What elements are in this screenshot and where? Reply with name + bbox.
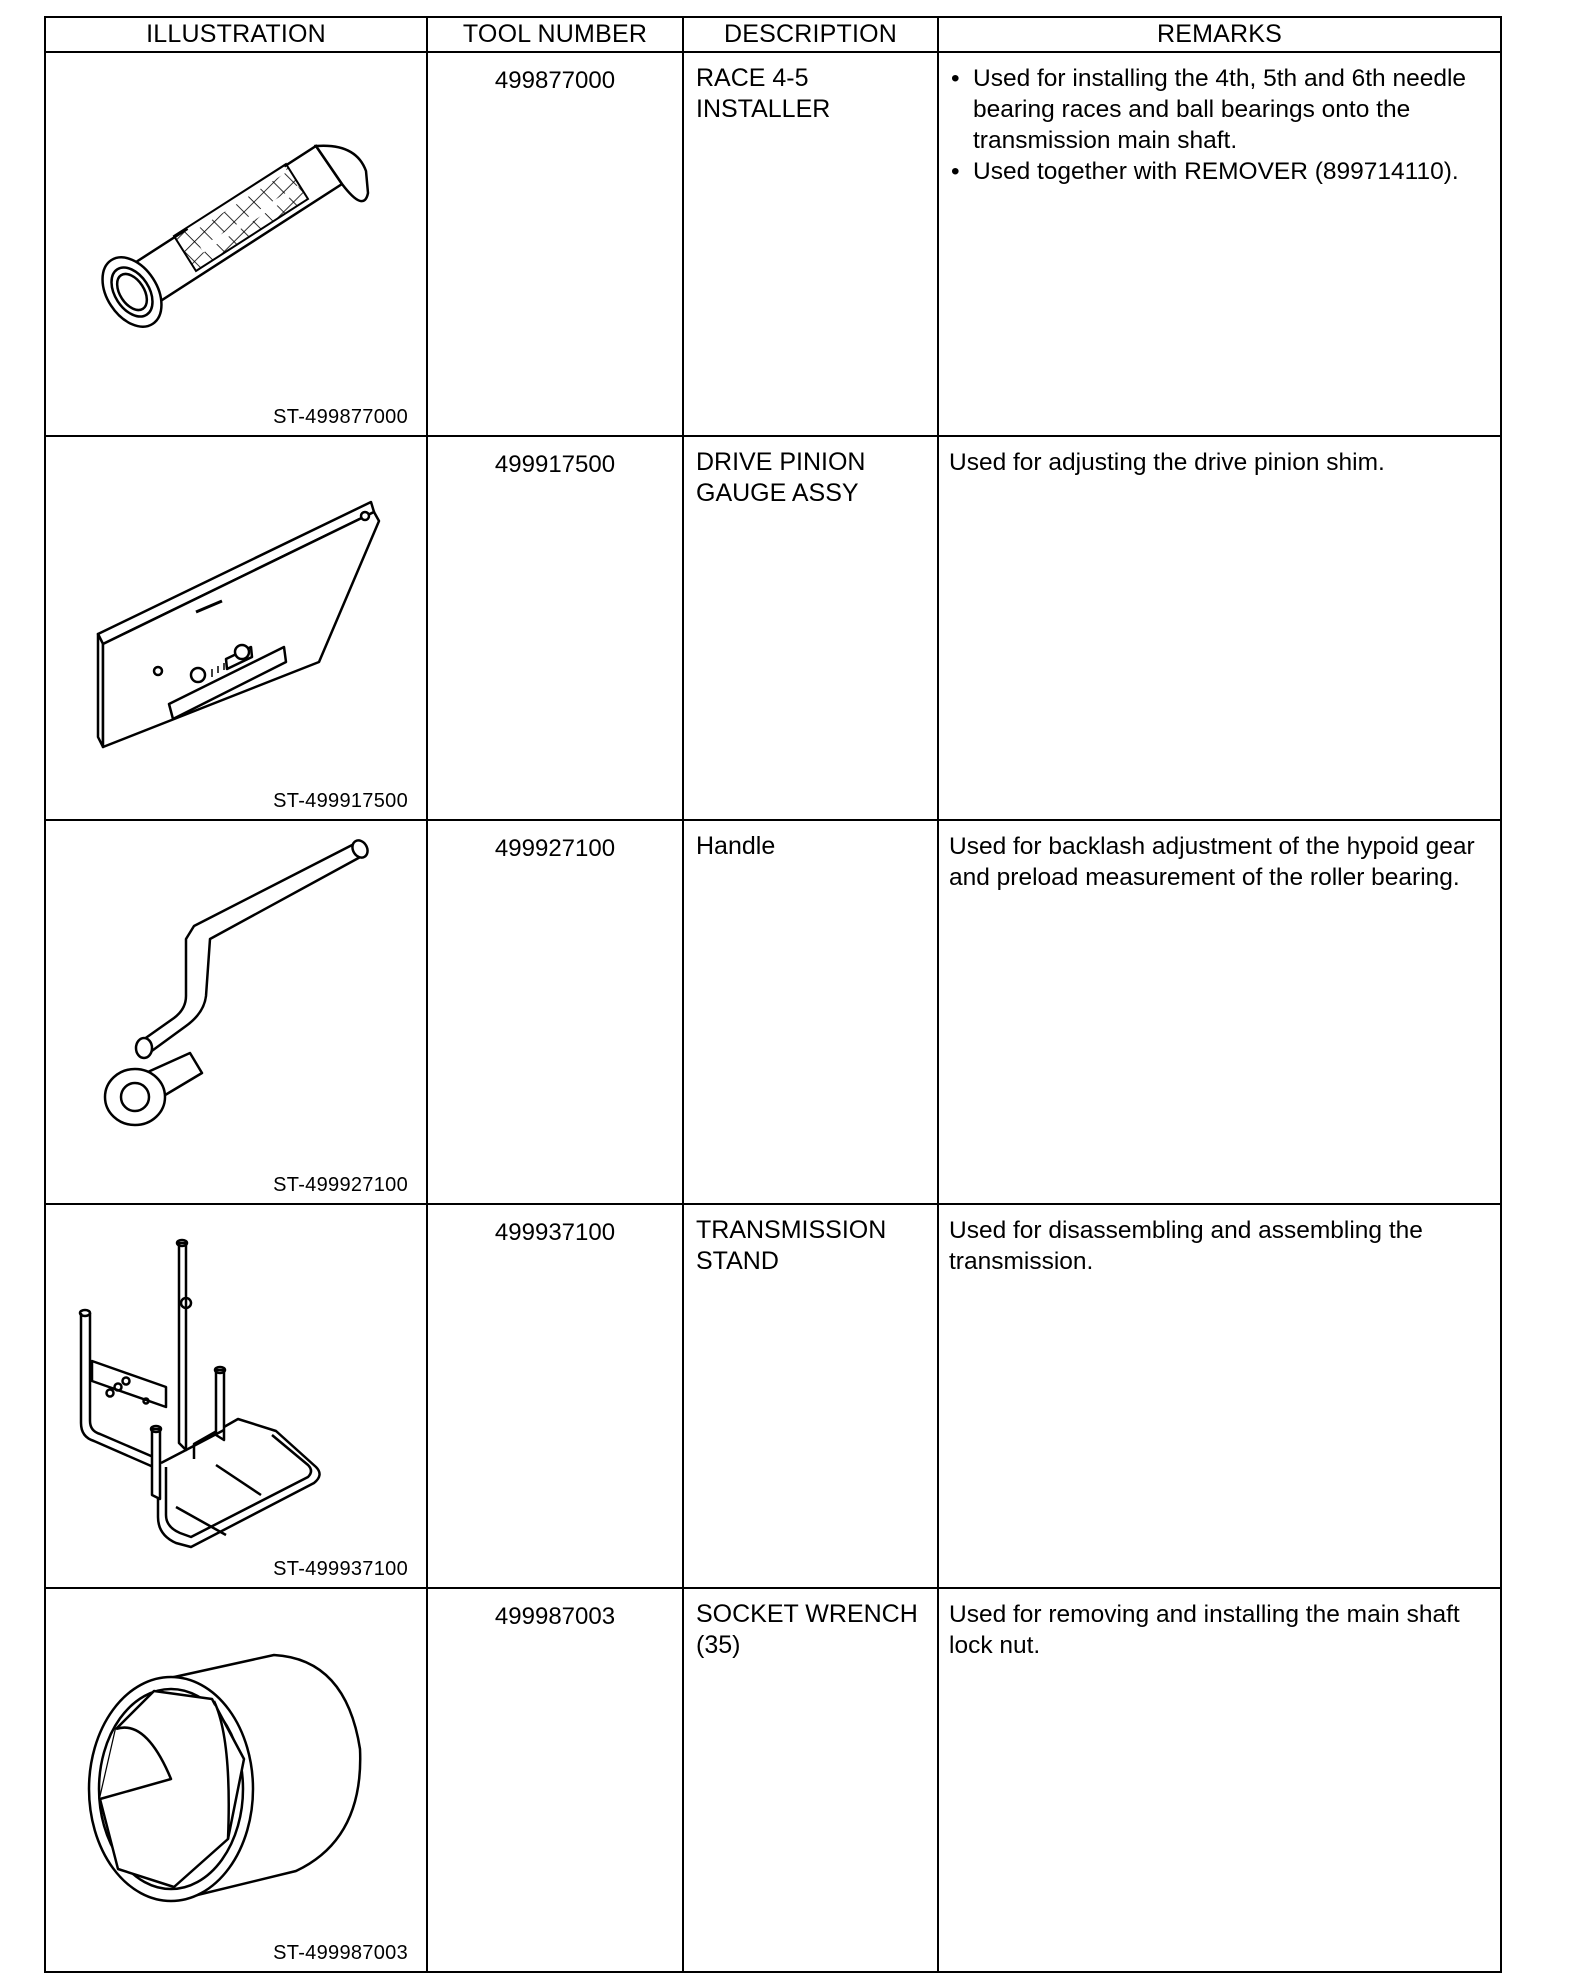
tool-remarks (938, 436, 1501, 820)
tool-description: Handle (683, 820, 938, 1204)
remark-text: Used for removing and installing the main shaft lock nut. (949, 1601, 1460, 1659)
header-description: DESCRIPTION (683, 17, 938, 52)
table-row (45, 436, 1501, 820)
tool-remarks (938, 1204, 1501, 1588)
tool-description: RACE 4-5 INSTALLER (683, 52, 938, 436)
table-row (45, 52, 1501, 436)
tool-number: 499917500 (427, 436, 683, 820)
st-label: ST-499927100 (273, 1174, 408, 1196)
st-label: ST-499877000 (273, 406, 408, 428)
socket-wrench-illustration (46, 1589, 428, 1957)
tool-number: 499937100 (427, 1204, 683, 1588)
remark-text: Used for backlash adjustment of the hypoid gear and preload measurement of the roller bearing. (949, 833, 1475, 891)
tool-number: 499877000 (427, 52, 683, 436)
illustration-cell (45, 820, 427, 1204)
header-tool-number: TOOL NUMBER (427, 17, 683, 52)
header-row (45, 17, 1501, 52)
tool-description: SOCKET WRENCH (35) (683, 1588, 938, 1972)
st-label: ST-499937100 (273, 1558, 408, 1580)
tool-remarks (938, 820, 1501, 1204)
illustration-cell (45, 436, 427, 820)
illustration-cell (45, 1588, 427, 1972)
remark-text: Used for disassembling and assembling the transmission. (949, 1217, 1423, 1275)
tool-description: DRIVE PINION GAUGE ASSY (683, 436, 938, 820)
st-label: ST-499987003 (273, 1942, 408, 1964)
remark-text: Used for adjusting the drive pinion shim. (949, 449, 1385, 476)
special-tools-table (44, 16, 1502, 1973)
table-row (45, 1204, 1501, 1588)
illustration-cell (45, 52, 427, 436)
tool-remarks (938, 52, 1501, 436)
race-installer-illustration (46, 53, 428, 421)
tool-number: 499927100 (427, 820, 683, 1204)
pinion-gauge-illustration (46, 437, 428, 805)
illustration-cell (45, 1204, 427, 1588)
header-remarks: REMARKS (938, 17, 1501, 52)
remark-item: • Used together with REMOVER (899714110). (949, 156, 1490, 187)
remark-item: • Used for installing the 4th, 5th and 6th needle bearing races and ball bearings onto the transmission main shaft. (949, 63, 1490, 156)
st-label: ST-499917500 (273, 790, 408, 812)
header-illustration: ILLUSTRATION (45, 17, 427, 52)
table-row (45, 1588, 1501, 1972)
tool-number: 499987003 (427, 1588, 683, 1972)
transmission-stand-illustration (46, 1205, 428, 1573)
table-row (45, 820, 1501, 1204)
tool-description: TRANSMISSION STAND (683, 1204, 938, 1588)
tool-remarks (938, 1588, 1501, 1972)
handle-illustration (46, 821, 428, 1189)
